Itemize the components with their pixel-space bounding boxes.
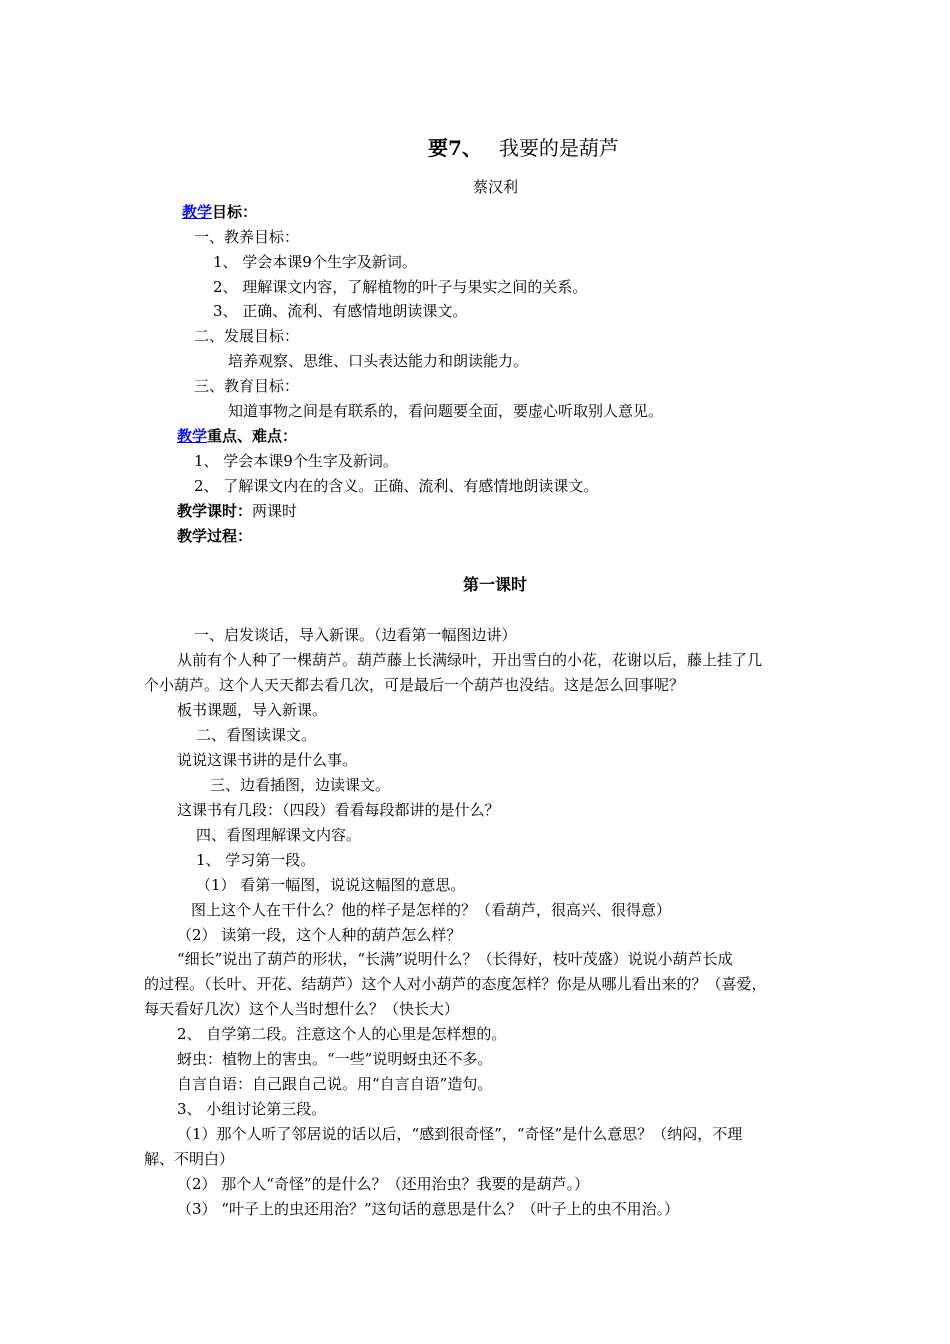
goal-item-2: 2、 理解课文内容，了解植物的叶子与果实之间的关系。 [213, 278, 588, 296]
goals-heading [182, 203, 257, 221]
body-line-2: 从前有个人种了一棵葫芦。葫芦藤上长满绿叶，开出雪白的小花，花谢以后，藤上挂了几 [177, 651, 763, 669]
body-line-7: 三、边看插图，边读课文。 [210, 776, 391, 794]
body-line-15: 的过程。（长叶、开花、结葫芦）这个人对小葫芦的态度怎样？你是从哪儿看出来的？（喜爱， [144, 975, 767, 993]
title-main: 我要的是葫芦 [498, 136, 619, 160]
body-line-23: （2） 那个人“奇怪”的是什么？（还用治虫？我要的是葫芦。） [177, 1175, 590, 1193]
body-line-12: 图上这个人在干什么？他的样子是怎样的？（看葫芦，很高兴、很得意） [191, 901, 672, 919]
author: 蔡汉利 [473, 178, 519, 196]
body-line-4: 板书课题，导入新课。 [177, 701, 328, 719]
period-value: 两课时 [252, 502, 298, 520]
document-title [428, 136, 619, 160]
period-label: 教学课时： [177, 502, 253, 520]
body-line-5: 二、看图读课文。 [196, 726, 317, 744]
body-line-3: 个小葫芦。这个人天天都去看几次，可是最后一个葫芦也没结。这是怎么回事呢？ [144, 676, 685, 694]
body-line-22: 解、不明白） [144, 1150, 235, 1168]
keypoint-item-2: 2、 了解课文内在的含义。正确、流利、有感情地朗读课文。 [194, 477, 599, 495]
body-line-1: 一、启发谈话，导入新课。（边看第一幅图边讲） [194, 626, 517, 644]
lesson-title: 第一课时 [463, 575, 528, 594]
keypoints-link[interactable]: 教学 [177, 427, 208, 445]
goals-label: 目标： [212, 203, 258, 221]
body-line-20: 3、 小组讨论第三段。 [177, 1100, 327, 1118]
body-line-6: 说说这课书讲的是什么事。 [177, 751, 358, 769]
keypoints-label: 重点、难点： [207, 427, 298, 445]
body-line-18: 蚜虫：植物上的害虫。“一些”说明蚜虫还不多。 [177, 1050, 493, 1068]
goal-section-3-text: 知道事物之间是有联系的，看问题要全面，要虚心听取别人意见。 [228, 402, 664, 420]
body-line-8: 这课书有几段：（四段）看看每段都讲的是什么？ [177, 801, 500, 819]
body-line-19: 自言自语：自己跟自己说。用“自言自语”造句。 [177, 1075, 493, 1093]
keypoint-item-1: 1、 学会本课9个生字及新词。 [194, 452, 398, 470]
body-line-16: 每天看好几次）这个人当时想什么？（快长大） [144, 1000, 460, 1018]
goal-item-3: 3、 正确、流利、有感情地朗读课文。 [213, 302, 468, 320]
body-line-9: 四、看图理解课文内容。 [196, 826, 362, 844]
lesson-period [177, 502, 297, 520]
body-line-10: 1、 学习第一段。 [196, 851, 316, 869]
goals-link[interactable]: 教学 [182, 203, 213, 221]
goal-section-2-text: 培养观察、思维、口头表达能力和朗读能力。 [228, 352, 529, 370]
body-line-21: （1）那个人听了邻居说的话以后，“感到很奇怪”，“奇怪”是什么意思？（纳闷，不理 [177, 1125, 743, 1143]
title-prefix: 要7、 [428, 136, 482, 160]
body-line-13: （2） 读第一段，这个人种的葫芦怎么样？ [177, 926, 462, 944]
body-line-24: （3） “叶子上的虫还用治？”这句话的意思是什么？（叶子上的虫不用治。） [177, 1200, 680, 1218]
body-line-11: （1） 看第一幅图，说说这幅图的意思。 [196, 876, 466, 894]
goal-item-1: 1、 学会本课9个生字及新词。 [213, 253, 417, 271]
goal-section-3: 三、教育目标： [194, 377, 300, 395]
keypoints-heading [177, 427, 297, 445]
goal-section-2: 二、发展目标： [194, 327, 300, 345]
goal-section-1: 一、教养目标： [194, 228, 300, 246]
body-line-14: “细长”说出了葫芦的形状，“长满”说明什么？（长得好，枝叶茂盛）说说小葫芦长成 [177, 950, 733, 968]
body-line-17: 2、 自学第二段。注意这个人的心里是怎样想的。 [177, 1025, 507, 1043]
process-label: 教学过程： [177, 527, 253, 545]
